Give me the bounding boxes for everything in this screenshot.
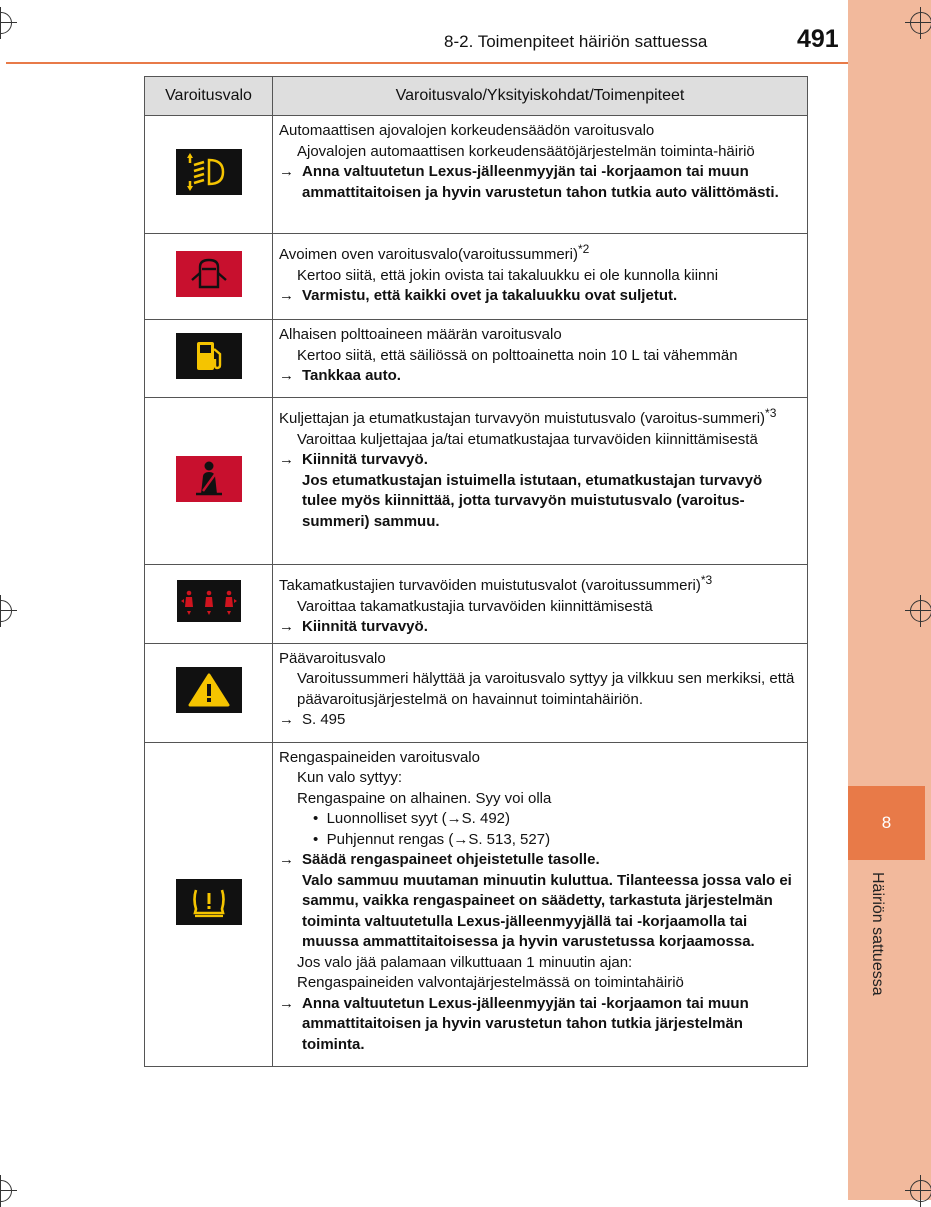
page-reference-link[interactable]: → S. 495: [279, 710, 801, 731]
action-note: Jos etumatkustajan istuimella istutaan, etumatkustajan turvavyö tulee myös kiinnittää, jotta turvavyön muistutusvalo (varoitus-summeri) sammuu.: [302, 471, 763, 530]
arrow-icon: →: [279, 618, 294, 635]
crop-mark-icon: [0, 1180, 12, 1202]
arrow-icon: →: [279, 994, 294, 1012]
column-header-light: Varoitusvalo: [145, 77, 273, 116]
action-text: → Tankkaa auto.: [279, 366, 801, 387]
crop-mark-icon: [0, 600, 12, 622]
condition-text: Rengaspaineiden valvontajärjestelmässä on toimintahäiriö: [297, 974, 684, 991]
details-cell: [273, 565, 808, 644]
open-door-icon: [176, 251, 242, 297]
light-description: Varoitussummeri hälyttää ja varoitusvalo syttyy ja vilkkuu sen merkiksi, että päävaroitusjärjestelmä on havainnut toimintahäiriön.: [297, 670, 795, 708]
action-note: Valo sammuu muutaman minuutin kuluttua. Tilanteessa jossa valo ei sammu, vaikka rengaspaineet on säädetty, tarkastuta järjestelmän toiminta valtuutetulla Lexus-jälleenmyyjällä tai -korjaamolla tai muussa ammattitaitoisessa ja hyvin varustetussa korjaamossa.: [302, 871, 792, 950]
details-cell: [273, 742, 808, 1066]
icon-cell: [145, 320, 273, 398]
column-header-details: Varoitusvalo/Yksityiskohdat/Toimenpiteet: [273, 77, 808, 116]
arrow-icon: →: [279, 287, 294, 304]
action-text: → Varmistu, että kaikki ovet ja takaluukku ovat suljetut.: [279, 286, 801, 307]
arrow-icon: →: [279, 367, 294, 384]
icon-cell: [145, 116, 273, 234]
light-title: Automaattisen ajovalojen korkeudensäädön varoitusvalo: [279, 122, 655, 139]
action-text: → Säädä rengaspaineet ohjeistetulle tasolle.: [279, 850, 801, 871]
light-title: Päävaroitusvalo: [279, 649, 386, 667]
header-rule: [6, 62, 848, 64]
tire-pressure-icon: [176, 879, 242, 925]
headlight-leveling-icon: [176, 149, 242, 195]
action-text: → Anna valtuutetun Lexus-jälleenmyyjän tai -korjaamon tai muun ammattitaitoisen ja hyvin varustetun tahon tutkia järjestelmän toiminta.: [279, 994, 749, 1053]
action-text: → Kiinnitä turvavyö.: [279, 450, 801, 471]
light-description: Varoittaa kuljettajaa ja/tai etumatkustajaa turvavöiden kiinnittämisestä: [297, 430, 758, 448]
icon-cell: [145, 643, 273, 742]
condition-text: Kun valo syttyy:: [297, 769, 403, 786]
light-description: Kertoo siitä, että säiliössä on polttoainetta noin 10 L tai vähemmän: [297, 346, 738, 364]
light-title: Avoimen oven varoitusvalo(varoitussummeri)$^{*2}$: [279, 242, 590, 263]
light-description: Varoittaa takamatkustajia turvavöiden kiinnittämisestä: [297, 597, 653, 615]
light-title: Takamatkustajien turvavöiden muistutusvalot (varoitussummeri)$^{*3}$: [279, 573, 713, 594]
chapter-title: Häiriön sattuessa: [869, 872, 886, 996]
arrow-icon: →: [279, 851, 294, 868]
arrow-icon: →: [279, 163, 294, 180]
arrow-icon: →: [279, 451, 294, 468]
list-item: • Puhjennut rengas (→S. 513, 527): [313, 830, 551, 848]
condition-text: Rengaspaine on alhainen. Syy voi olla: [297, 789, 552, 807]
rear-seatbelt-icon: [177, 580, 241, 622]
table-row: [145, 565, 808, 644]
page-number: 491: [797, 25, 839, 53]
chapter-number-tab: 8: [848, 786, 925, 860]
details-cell: [273, 320, 808, 398]
warning-light-table: [144, 76, 808, 1067]
table-row: [145, 742, 808, 1066]
crop-mark-icon: [910, 600, 931, 622]
table-row: [145, 643, 808, 742]
table-row: [145, 116, 808, 234]
light-description: Kertoo siitä, että jokin ovista tai takaluukku ei ole kunnolla kiinni: [297, 266, 719, 284]
footnote-marker: *2: [578, 242, 590, 256]
list-item: • Luonnolliset syyt (→S. 492): [313, 810, 511, 827]
crop-mark-icon: [910, 12, 931, 34]
action-text: → Kiinnitä turvavyö.: [279, 617, 801, 638]
details-cell: [273, 234, 808, 320]
table-row: [145, 398, 808, 565]
condition-text: Jos valo jää palamaan vilkuttuaan 1 minuutin ajan:: [297, 953, 633, 971]
table-row: [145, 234, 808, 320]
details-cell: [273, 116, 808, 234]
icon-cell: [145, 565, 273, 644]
crop-mark-icon: [0, 12, 12, 34]
details-cell: [273, 398, 808, 565]
icon-cell: [145, 742, 273, 1066]
action-text: → Anna valtuutetun Lexus-jälleenmyyjän tai -korjaamon tai muun ammattitaitoisen ja hyvin varustetun tahon tutkia auto välittömästi.: [279, 163, 779, 201]
crop-mark-icon: [910, 1180, 931, 1202]
light-description: Ajovalojen automaattisen korkeudensäätöjärjestelmän toiminta-häiriö: [297, 142, 755, 160]
master-warning-icon: [176, 667, 242, 713]
footnote-marker: *3: [700, 573, 713, 587]
fuel-pump-icon: [176, 333, 242, 379]
icon-cell: [145, 234, 273, 320]
section-title: 8-2. Toimenpiteet häiriön sattuessa: [444, 32, 708, 51]
table-row: [145, 320, 808, 398]
seatbelt-icon: [176, 456, 242, 502]
light-title: Alhaisen polttoaineen määrän varoitusvalo: [279, 326, 562, 343]
arrow-icon: →: [279, 711, 294, 728]
details-cell: [273, 643, 808, 742]
light-title: Rengaspaineiden varoitusvalo: [279, 748, 480, 766]
icon-cell: [145, 398, 273, 565]
footnote-marker: *3: [765, 406, 777, 420]
light-title: Kuljettajan ja etumatkustajan turvavyön muistutusvalo (varoitus-summeri)$^{*3}$: [279, 406, 777, 427]
table-header-row: [145, 77, 808, 116]
